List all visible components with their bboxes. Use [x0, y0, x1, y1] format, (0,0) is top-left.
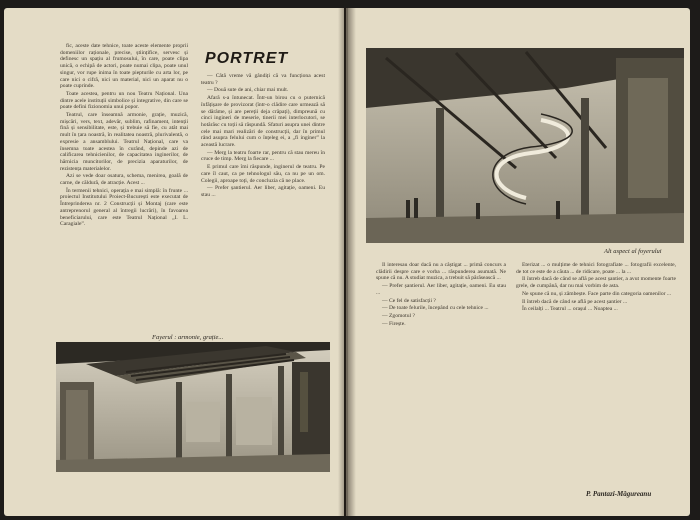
paragraph: Il întreb dacă de când se află pe acest șantier ... [522, 298, 628, 305]
right-column-1 [376, 262, 506, 492]
paragraph: Il întreb dacă de când se află pe acest șantier, a avut momente foarte grele, de cumpănă, dar nu mai vorbim de asta. [516, 276, 676, 290]
paragraph: În ceilalți ... Teatrul ... orașul ... Noaptea ... [522, 306, 618, 313]
paragraph: — Prefer șantierul. Aer liber, agitație, oameni. Eu stau ... [201, 185, 325, 198]
paragraph: — Firește. [382, 320, 406, 327]
foyer-illustration [56, 342, 330, 472]
left-column-2 [201, 73, 325, 335]
paragraph: Azi se vede doar osatura, schema, menirea, goală de carne, de căldură, de atracție. Acest ... [60, 173, 188, 187]
foyer-photo [56, 342, 330, 472]
page-gutter [338, 8, 356, 516]
paragraph: — Ce fel de satisfacții ? [382, 297, 436, 304]
paragraph: În termenii tehnici, operația e mai simplă: în frunte ... proiectul Institutului Proiect-București este executat de Întreprinderea nr. 2 Construcții și Montaj (care este antreprenorul general al întregii lucrări), în favoarea beneficiarului, care este Teatrul Național „I. L. Caragiale”. [60, 187, 188, 228]
foyer-interior-illustration [366, 48, 684, 243]
paragraph: Ne spune că nu, și zâmbește. Face parte din categoria oamenilor ... [522, 290, 672, 297]
paragraph: Teatrul, care înseamnă armonie, grație, muzică, mișcări, vers, text, adevăr, sublim, rafinament, intenții fină și sensibilitate, este, și trebuie să fie, cu atât mai mult în țara noastră, în realitatea noastră, plurivalentă, o expresie a ansamblului. Teatrul Național, care va însemna toate acestea în curând, depinde azi de calificarea tehnicienilor, de capacitatea inginerilor, de hărnicia muncitorilor, de precizia aparaturilor, de rezistența materialelor. [60, 112, 188, 172]
paragraph: Toate acestea, pentru un nou Teatru Național. Una dintre acele instituții simbolice și integrative, din care se poate defini fizionomia unui popor. [60, 90, 188, 111]
author-signature: P. Pantazi-Măgureanu [586, 490, 652, 498]
article-title: PORTRET [205, 50, 289, 67]
paragraph: Eterizat ... o mulțime de tehnici fotografiate ... fotografii excelente, de tot ce este de a căuta ... de ridicare, poate ... la ... [516, 262, 676, 275]
paragraph: Afară s-a întunecat. Într-un birou cu o puternică înfățișare de provizorat (într-o clădire care urmează să se dărâme, și are pereții deja crăpați), dimpreună cu cinci ingineri de meserie, tinerii mei interlocutori, se hotărăsc cu toții să răspundă. Sfaturi asupra unei dintre cele mai mari realizări de construcții, dar în primul rând asupra felului cum o înțeleg ei, a „fi inginer” la această lucrare. [201, 95, 325, 149]
paragraph: — Merg la teatru foarte rar, pentru că stau mereu în cruce de timp. Merg la fiecare ... [201, 149, 325, 163]
paragraph: E primul care îmi răspunde, inginerul de teatru. Pe care îl caut, ca pe tehnologul său, ca nu pe un om. Colegii, aproape toți, de concluzia că ne place. [201, 164, 325, 184]
right-page [346, 8, 690, 516]
photo-caption: Fayerul : armonie, grație... [152, 334, 224, 341]
paragraph: — Câtă vreme vă gândiți că va funcționa acest teatru ? [201, 73, 325, 86]
paragraph: Il interesau doar dacă nu a câștigat ... primă concurs a clădirii despre care e vorba ... răspunderea asumată. Ne spune că nu. A studiat muzica, a trebuit să părăsească ... [376, 262, 506, 282]
paragraph: — Două sute de ani, chiar mai mult. [207, 87, 289, 94]
right-column-2 [516, 262, 676, 482]
foyer-aspect-photo [366, 48, 684, 243]
photo-caption: Alt aspect al foyerului [604, 248, 662, 255]
left-column-1 [60, 43, 188, 335]
paragraph: — Zgomotul ? [382, 312, 415, 319]
paragraph: — Prefer șantierul. Aer liber, agitație, oameni. Eu stau ... [376, 283, 506, 296]
paragraph: fic, aceste date tehnice, toate aceste elemente proprii domeniilor raționale, precise, științifice, servesc și definesc un spațiu al frumosului, în care, poate clipa unică, o echipă de actori, poate numai clipa, poate unul singur, vor rupe inima în toate piepturile cu arta lor, pe care nici o cifră, nici un material, nici un aparat nu o poate cuprinde. [60, 43, 188, 90]
paragraph: — De toate felurile, începând cu cele tehnice ... [382, 305, 489, 312]
left-page [4, 8, 344, 516]
